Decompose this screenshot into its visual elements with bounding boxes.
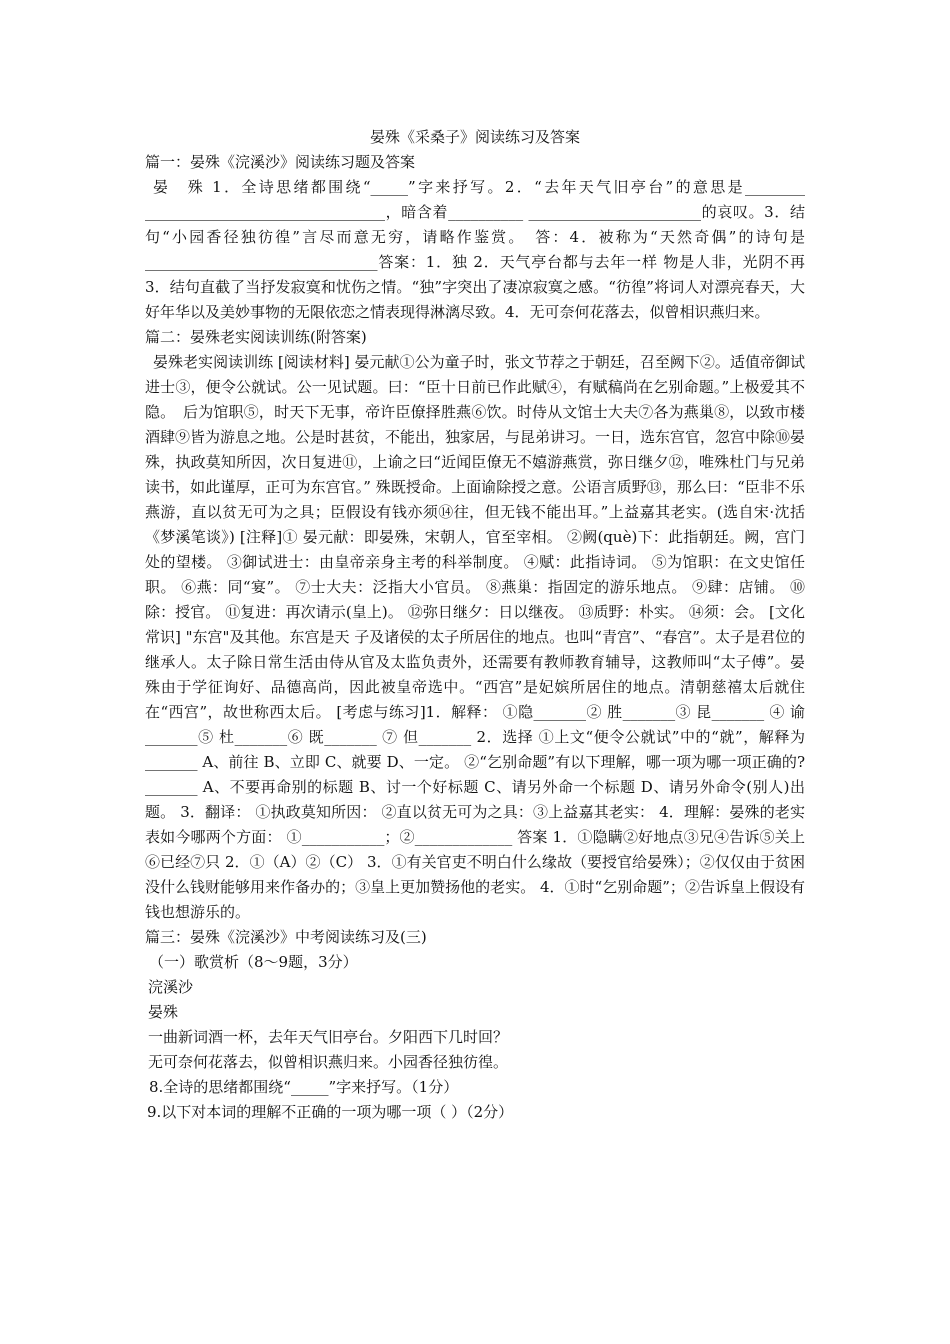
section-1-heading: 篇一：晏殊《浣溪沙》阅读练习题及答案 (145, 153, 416, 171)
question-9: 9.以下对本词的理解不正确的一项为哪一项（ ）（2分） (147, 1103, 514, 1121)
poem-block (145, 975, 805, 1075)
document-title: 晏殊《采桑子》阅读练习及答案 (369, 128, 580, 146)
section-1-body: 晏 殊 1．全诗思绪都围绕“_____”字来抒写。2．“去年天气旧亭台”的意思是________ ________________________________，暗含着__________ _______________________的哀叹。3．结句“小园香径独彷徨”言尽而意无穷，请略作鉴赏。 答：4．被称为“天然奇偶”的诗句是_______________________________答案：1．独 2．天气亭台都与去年一样 物是人非，光阴不再 3．结句直截了当抒发寂寞和忧伤之情。“独”字突出了凄凉寂寞之感。“彷徨”将词人对漂亮春天，大好年华以及美妙事物的无限依恋之情表现得淋漓尽致。4．无可奈何花落去，似曾相识燕归来。 (145, 178, 805, 321)
poem-line: 一曲新词酒一杯，去年天气旧亭台。夕阳西下几时回？ (148, 1028, 509, 1046)
section-3-subheading: （一）歌赏析（8～9题，3分） (149, 953, 358, 971)
poem-author: 晏殊 (148, 1003, 179, 1021)
question-8: 8.全诗的思绪都围绕“_____”字来抒写。（1分） (149, 1078, 459, 1096)
poem-title: 浣溪沙 (148, 978, 194, 996)
section-3-heading: 篇三：晏殊《浣溪沙》中考阅读练习及(三) (145, 928, 427, 946)
section-2-body: 晏殊老实阅读训练 [阅读材料] 晏元献①公为童子时，张文节荐之于朝廷，召至阙下②。适值帝御试进士③，便令公就试。公一见试题。曰：“臣十日前已作此赋④，有赋稿尚在乞别命题。”上极爱其不隐。 后为馆职⑤，时天下无事，帝许臣僚择胜燕⑥饮。时侍从文馆士大夫⑦各为燕巢⑧，以致市楼酒肆⑨皆为游息之地。公是时甚贫，不能出，独家居，与昆弟讲习。一日，选东宫官，忽宫中除⑩晏殊，执政莫知所因，次日复进⑪，上谕之曰“近闻臣僚无不嬉游燕赏，弥日继夕⑫，唯殊杜门与兄弟读书，如此谨厚，正可为东宫官。” 殊既授命。上面谕除授之意。公语言质野⑬，那么曰：“臣非不乐燕游，直以贫无可为之具；臣假设有钱亦须⑭往，但无钱不能出耳。”上益嘉其老实。(选自宋·沈括《梦溪笔谈》) [注释]① 晏元献：即晏殊，宋朝人，官至宰相。 ②阙(què)下：此指朝廷。阙，宫门处的望楼。 ③御试进士：由皇帝亲身主考的科举制度。 ④赋：此指诗词。 ⑤为馆职：在文史馆任职。 ⑥燕：同“宴”。 ⑦士大夫：泛指大小官员。 ⑧燕巢：指固定的游乐地点。 ⑨肆：店铺。 ⑩除：授官。 ⑪复进：再次请示(皇上)。 ⑫弥日继夕：日以继夜。 ⑬质野：朴实。 ⑭须：会。 [文化常识] "东宫"及其他。东宫是天 子及诸侯的太子所居住的地点。也叫“青宫”、“春宫”。太子是君位的继承人。太子除日常生活由侍从官及太监负责外，还需要有教师教育辅导，这教师叫“太子傅”。晏殊由于学征询好、品德高尚，因此被皇帝选中。“西宫”是妃嫔所居住的地点。清朝慈禧太后就住在“西宫”，故世称西太后。 [考虑与练习]1．解释： ①隐_______② 胜_______③ 昆_______ ④ 谕_______⑤ 杜_______⑥ 既_______ ⑦ 但_______ 2．选择 ①上文“便令公就试”中的“就”，解释为_______ A、前往 B、立即 C、就要 D、一定。 ②“乞别命题”有以下理解，哪一项为哪一项正确的? _______ A、不要再命别的标题 B、讨一个好标题 C、请另外命一个标题 D、请另外命令(别人)出题。 3．翻译： ①执政莫知所因： ②直以贫无可为之具：③上益嘉其老实： 4．理解：晏殊的老实表如今哪两个方面： ①___________；②_____________ 答案 1．①隐瞒②好地点③兄④告诉⑤关上⑥已经⑦只 2．①（A）②（C） 3．①有关官吏不明白什么缘故（要授官给晏殊）；②仅仅由于贫困没什么钱财能够用来作备办的；③皇上更加赞扬他的老实。 4．①时“乞别命题”；②告诉皇上假设有钱也想游乐的。 (145, 353, 806, 921)
document-body (145, 150, 805, 1125)
poem-line: 无可奈何花落去，似曾相识燕归来。小园香径独彷徨。 (148, 1053, 509, 1071)
section-2-heading: 篇二：晏殊老实阅读训练(附答案) (145, 328, 367, 346)
